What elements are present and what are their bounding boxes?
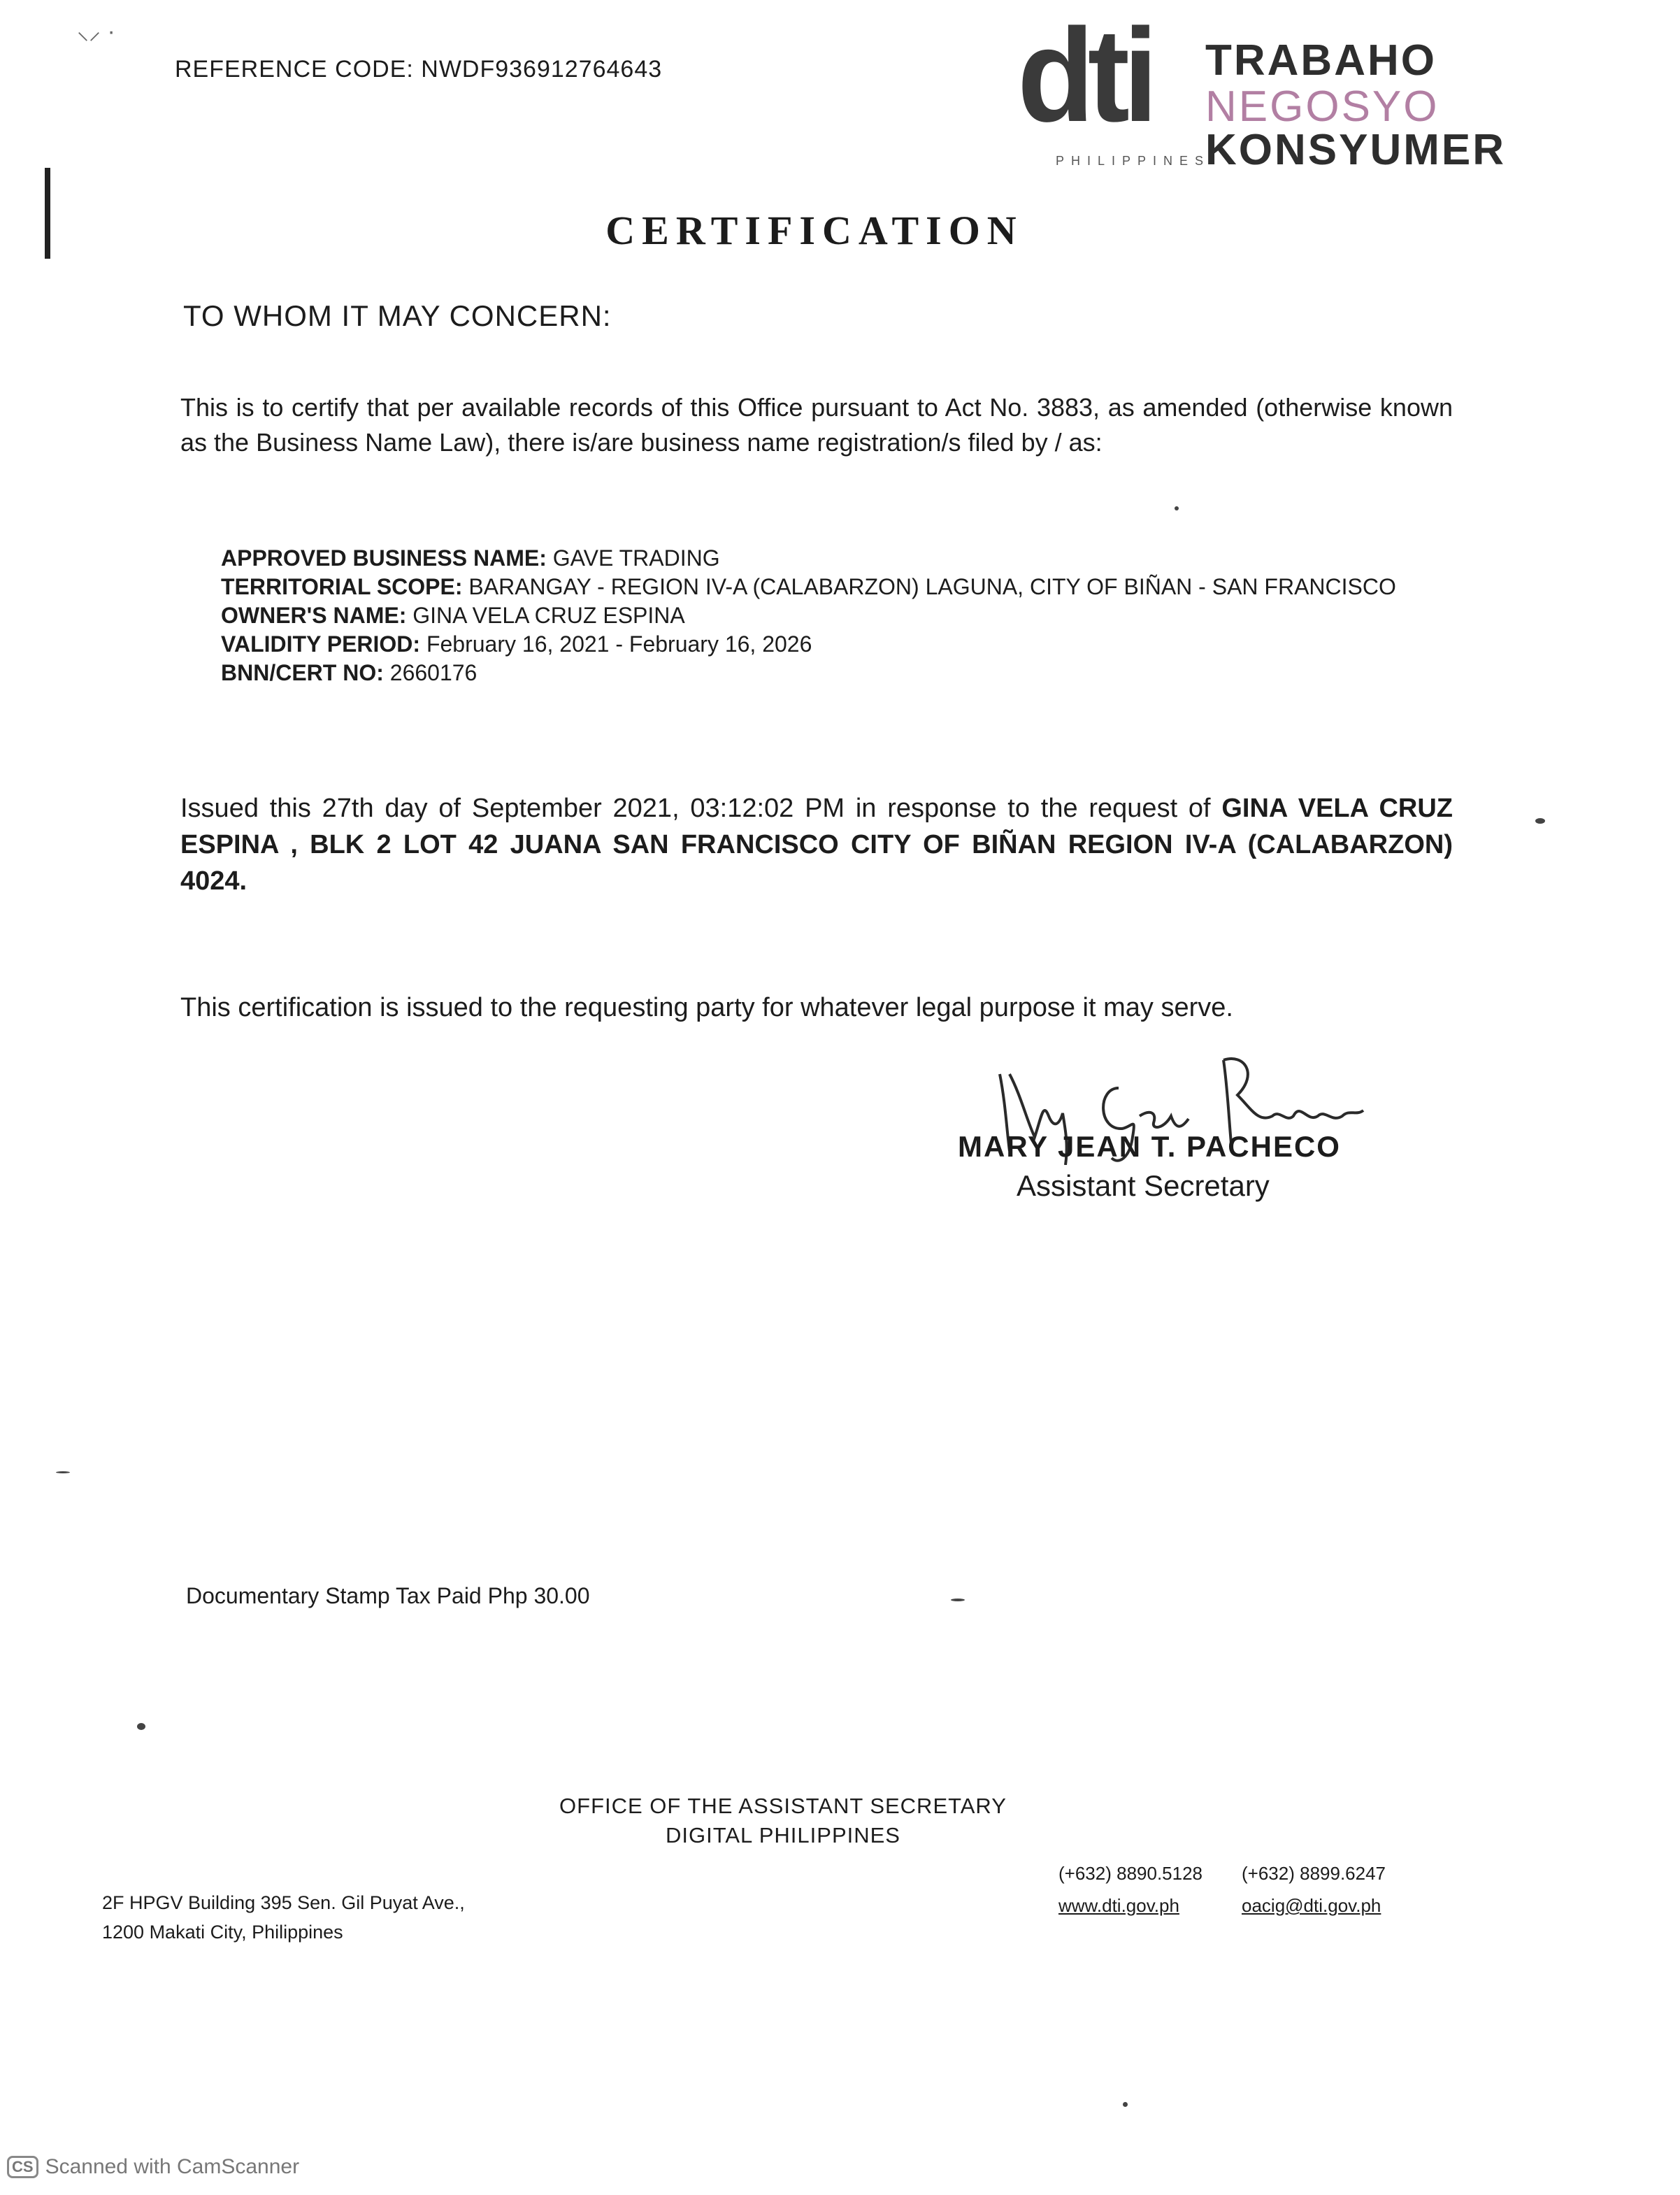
registration-details xyxy=(221,544,1423,687)
document-title: CERTIFICATION xyxy=(605,208,1024,253)
camscanner-icon: CS xyxy=(7,2156,38,2178)
tagline-negosyo: NEGOSYO xyxy=(1205,83,1440,131)
scan-speck xyxy=(137,1723,145,1730)
scope-row xyxy=(221,573,1423,601)
scope-label: TERRITORIAL SCOPE: xyxy=(221,574,463,599)
owner-label: OWNER'S NAME: xyxy=(221,603,407,628)
website-link[interactable]: www.dti.gov.ph xyxy=(1058,1895,1179,1916)
validity-label: VALIDITY PERIOD: xyxy=(221,631,421,657)
scan-mark: ⸜⸝ · xyxy=(77,18,115,45)
office-address xyxy=(102,1888,465,1947)
camscanner-text: Scanned with CamScanner xyxy=(45,2155,300,2178)
dti-wordmark: dti xyxy=(1017,1,1152,150)
scan-speck xyxy=(56,1471,70,1473)
phone-1: (+632) 8890.5128 xyxy=(1058,1863,1203,1884)
requester: GINA VELA CRUZ ESPINA , BLK 2 LOT 42 JUANA SAN FRANCISCO CITY OF BIÑAN REGION IV-A (CALABARZON) 4024. xyxy=(180,794,1453,896)
salutation: TO WHOM IT MAY CONCERN: xyxy=(183,299,612,332)
scan-speck xyxy=(951,1599,965,1601)
purpose-paragraph: This certification is issued to the requesting party for whatever legal purpose it may serve. xyxy=(180,993,1233,1022)
scan-speck xyxy=(1175,506,1179,510)
validity-value: February 16, 2021 - February 16, 2026 xyxy=(426,631,812,657)
phone-2: (+632) 8899.6247 xyxy=(1242,1863,1386,1884)
business-name-label: APPROVED BUSINESS NAME: xyxy=(221,545,547,571)
camscanner-watermark xyxy=(7,2155,299,2179)
business-name-row xyxy=(221,544,1423,573)
tagline-konsyumer: KONSYUMER xyxy=(1205,126,1507,174)
cert-label: BNN/CERT NO: xyxy=(221,660,384,685)
validity-row xyxy=(221,630,1423,659)
cert-value: 2660176 xyxy=(389,660,478,685)
stamp-tax-note: Documentary Stamp Tax Paid Php 30.00 xyxy=(186,1583,590,1608)
scope-value: BARANGAY - REGION IV-A (CALABARZON) LAGUNA, CITY OF BIÑAN - SAN FRANCISCO xyxy=(468,574,1396,599)
dti-country: PHILIPPINES xyxy=(1056,154,1211,168)
issued-paragraph xyxy=(180,790,1453,899)
contact-column-1 xyxy=(1058,1857,1202,1922)
email-link[interactable]: oacig@dti.gov.ph xyxy=(1242,1895,1381,1916)
owner-value: GINA VELA CRUZ ESPINA xyxy=(412,603,685,628)
intro-paragraph: This is to certify that per available records of this Office pursuant to Act No. 3883, as amended (otherwise known as the Business Name Law), there is/are business name registration/s filed by / as: xyxy=(180,393,1453,457)
tagline-trabaho: TRABAHO xyxy=(1205,36,1437,85)
cert-row xyxy=(221,659,1423,687)
office-block xyxy=(517,1792,1049,1850)
issued-text: Issued this 27th day of September 2021, 03:12:02 PM in response to the request of xyxy=(180,794,1211,823)
scan-speck xyxy=(1123,2102,1128,2107)
dti-logo xyxy=(1014,1,1559,174)
owner-row xyxy=(221,601,1423,630)
contact-column-2 xyxy=(1242,1857,1386,1922)
reference-code: REFERENCE CODE: NWDF936912764643 xyxy=(175,56,663,83)
office-line-2: DIGITAL PHILIPPINES xyxy=(666,1823,900,1847)
address-line-2: 1200 Makati City, Philippines xyxy=(102,1922,343,1943)
scan-speck xyxy=(1535,818,1545,824)
business-name-value: GAVE TRADING xyxy=(552,545,720,571)
address-line-1: 2F HPGV Building 395 Sen. Gil Puyat Ave., xyxy=(102,1892,465,1913)
signatory-position: Assistant Secretary xyxy=(1017,1169,1270,1202)
signatory-name: MARY JEAN T. PACHECO xyxy=(958,1130,1341,1163)
office-line-1: OFFICE OF THE ASSISTANT SECRETARY xyxy=(559,1794,1007,1818)
